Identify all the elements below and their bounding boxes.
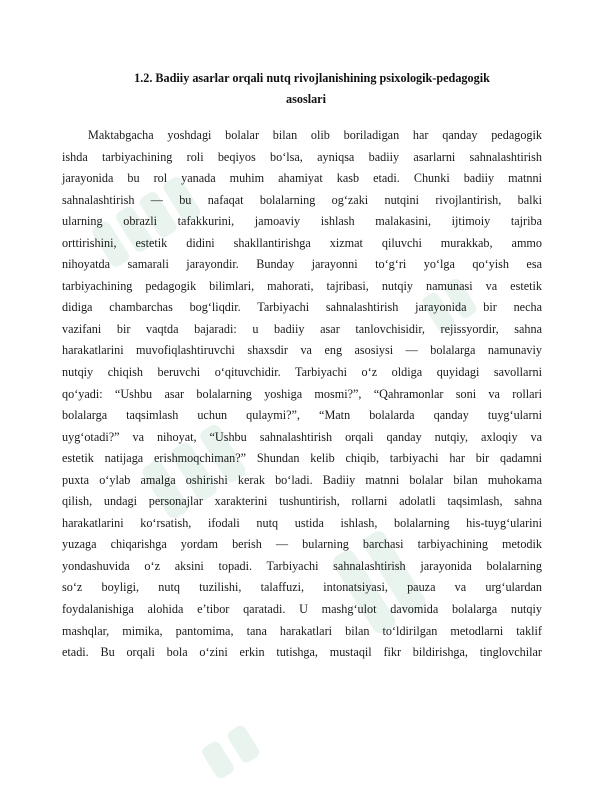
section-title: [80, 68, 532, 110]
paragraph-line: foydalanishiga alohida e’tibor qaratadi. U mashg‘ulot davomida bolalarga nutqiy: [62, 602, 542, 617]
paragraph-line: sahnalashtirish — bu nafaqat bolalarning og‘zaki nutqini rivojlantirish, balki: [62, 192, 542, 207]
paragraph-line: puxta o‘ylab amalga oshirishi kerak bo‘ladi. Badiiy matnni bolalar bilan muhokama: [62, 472, 542, 487]
section-title-line-2: asoslari: [286, 92, 326, 106]
paragraph-line: jarayonida bu rol yanada muhim ahamiyat kasb etadi. Chunki badiiy matnni: [62, 171, 542, 186]
paragraph-line: estetik natijaga erishmoqchiman?” Shundan kelib chiqib, tarbiyachi har bir qadamni: [62, 451, 542, 466]
paragraph-line: tarbiyachining pedagogik bilimlari, mahorati, tajribasi, nutqiy namunasi va estetik: [62, 278, 542, 293]
paragraph-line: yuzaga chiqarishga yordam berish — bularning barchasi tarbiyachining metodik: [62, 537, 542, 552]
paragraph-line: harakatlarini muvofiqlashtiruvchi shaxsdir va eng asosiysi — bolalarga namunaviy: [62, 343, 542, 358]
paragraph-line: qilish, undagi personajlar xarakterini tushuntirish, rollarni adolatli taqsimlash, sahna: [62, 494, 542, 509]
paragraph-line: ishda tarbiyachining roli beqiyos bo‘lsa, ayniqsa badiiy asarlarni sahnalashtirish: [62, 149, 542, 164]
paragraph-line: harakatlarini ko‘rsatish, ifodali nutq ustida ishlash, bolalarning his-tuyg‘ularini: [62, 515, 542, 530]
paragraph-line: ularning obrazli tafakkurini, jamoaviy ishlash malakasini, ijtimoiy tajriba: [62, 214, 542, 229]
paragraph-line: uyg‘otadi?” va nihoyat, “Ushbu sahnalashtirish orqali qanday nutqiy, axloqiy va: [62, 429, 542, 444]
paragraph-line: orttirishini, estetik didini shakllantirishga xizmat qiluvchi murakkab, ammo: [62, 235, 542, 250]
paragraph-line: etadi. Bu orqali bola o‘zini erkin tutishga, mustaqil fikr bildirishga, tinglovchilar: [62, 645, 542, 660]
paragraph-line: Maktabgacha yoshdagi bolalar bilan olib boriladigan har qanday pedagogik: [88, 128, 542, 142]
paragraph-line: mashqlar, mimika, pantomima, tana harakatlari bilan to‘ldirilgan metodlarni taklif: [62, 623, 542, 638]
paragraph-line: so‘z boyligi, nutq tuzilishi, talaffuzi, intonatsiyasi, pauza va urg‘ulardan: [62, 580, 542, 595]
paragraph-line: bolalarga taqsimlash uchun qulaymi?”, “Matn bolalarda qanday tuyg‘ularni: [62, 408, 542, 423]
section-title-line-1: 1.2. Badiiy asarlar orqali nutq rivojlanishining psixologik-pedagogik: [134, 71, 490, 85]
paragraph-line: didiga chambarchas bog‘liqdir. Tarbiyachi sahnalashtirish jarayonida bir necha: [62, 300, 542, 315]
paragraph-line: nutqiy chiqish beruvchi o‘qituvchidir. Tarbiyachi o‘z oldiga quyidagi savollarni: [62, 365, 542, 380]
paragraph-line: yondashuvida o‘z aksini topadi. Tarbiyachi sahnalashtirish jarayonida bolalarning: [62, 558, 542, 573]
paragraph-line: nihoyatda samarali jarayondir. Bunday jarayonni to‘g‘ri yo‘lga qo‘yish esa: [62, 257, 542, 272]
paragraph-line: qo‘yadi: “Ushbu asar bolalarning yoshiga mosmi?”, “Qahramonlar soni va rollari: [62, 386, 542, 401]
paragraph-line: vazifani bir vaqtda bajaradi: u badiiy asar tanlovchisidir, rejissyordir, sahna: [62, 321, 542, 336]
body-paragraph: [62, 125, 542, 664]
